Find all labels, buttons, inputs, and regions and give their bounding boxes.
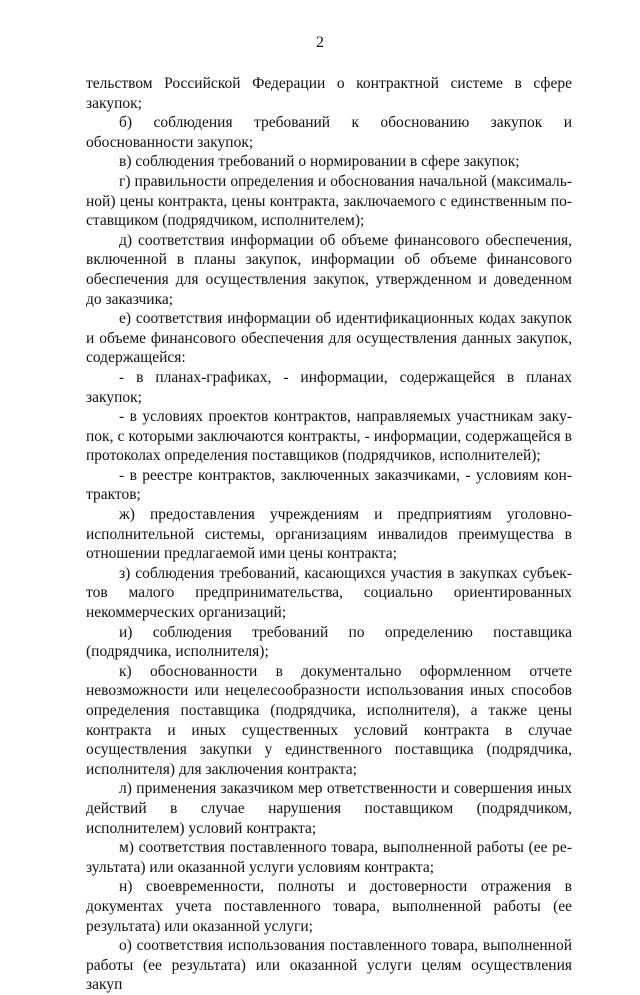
paragraph-n: н) своевременности, полноты и достоверности отражения в документах учета поставленного товара, выполненной работы (ее результата) или оказанной услуги; <box>86 878 572 935</box>
paragraph-v: в) соблюдения требований о нормировании в сфере закупок; <box>119 153 520 171</box>
paragraph-z: з) соблюдения требований, касающихся участия в закупках субъектов малого предпринимательства, социально ориентированных некоммерческих организаций; <box>86 564 572 622</box>
paragraph-m: м) соответствия поставленного товара, выполненной работы (ее результата) или оказанной услуги условиям контракта; <box>86 839 572 876</box>
paragraph-continuation: тельством Российской Федерации о контрактной системе в сфере закупок; <box>86 75 572 112</box>
paragraph-e: е) соответствия информации об идентификационных кодах закупок и объеме финансового обеспечения для осуществления данных закупок, содержащейся: <box>86 310 572 367</box>
paragraph-l: л) применения заказчиком мер ответственности и совершения иных действий в случае нарушения поставщиком (подрядчиком, исполнителем) условий контракта; <box>86 780 572 837</box>
paragraph-b: б) соблюдения требований к обоснованию закупок и обоснованности закупок; <box>86 114 572 151</box>
paragraph-d: д) соответствия информации об объеме финансового обеспечения, включенной в планы закупок, информации об объеме финансового обеспечения для осуществления закупок, утвержденном и доведенном до заказчика; <box>86 231 572 308</box>
paragraph-g: г) правильности определения и обоснования начальной (максимальной) цены контракта, цены контракта, заключаемого с единственным поставщиком (подрядчиком, исполнителем); <box>86 172 572 230</box>
paragraph-e-item-3: - в реестре контрактов, заключенных заказчиками, - условиям контрактов; <box>86 466 572 504</box>
paragraph-zh: ж) предоставления учреждениям и предприятиям уголовно-исполнительной системы, организациям инвалидов преимущества в отношении предлагаемой ими цены контракта; <box>86 506 572 563</box>
paragraph-k: к) обоснованности в документально оформленном отчете невозможности или нецелесообразности использования иных способов определения поставщика (подрядчика, исполнителя), а также цены контракта и иных существенных условий контракта в случае осуществления закупки у единственного поставщика (подрядчика, исполнителя) для заключения контракта; <box>86 662 572 778</box>
page-number: 2 <box>316 34 324 51</box>
paragraph-e-item-2: - в условиях проектов контрактов, направляемых участникам закупок, с которыми заключаются контракты, - информации, содержащейся в протоколах определения поставщиков (подрядчиков, исполнителей); <box>86 408 572 465</box>
paragraph-e-item-1: - в планах-графиках, - информации, содержащейся в планах закупок; <box>86 368 572 406</box>
body-text <box>86 74 572 995</box>
paragraph-i: и) соблюдения требований по определению поставщика (подрядчика, исполнителя); <box>86 623 572 661</box>
paragraph-o: о) соответствия использования поставленного товара, выполненной работы (ее результата) или оказанной услуги целям осуществления закуп <box>86 937 572 994</box>
